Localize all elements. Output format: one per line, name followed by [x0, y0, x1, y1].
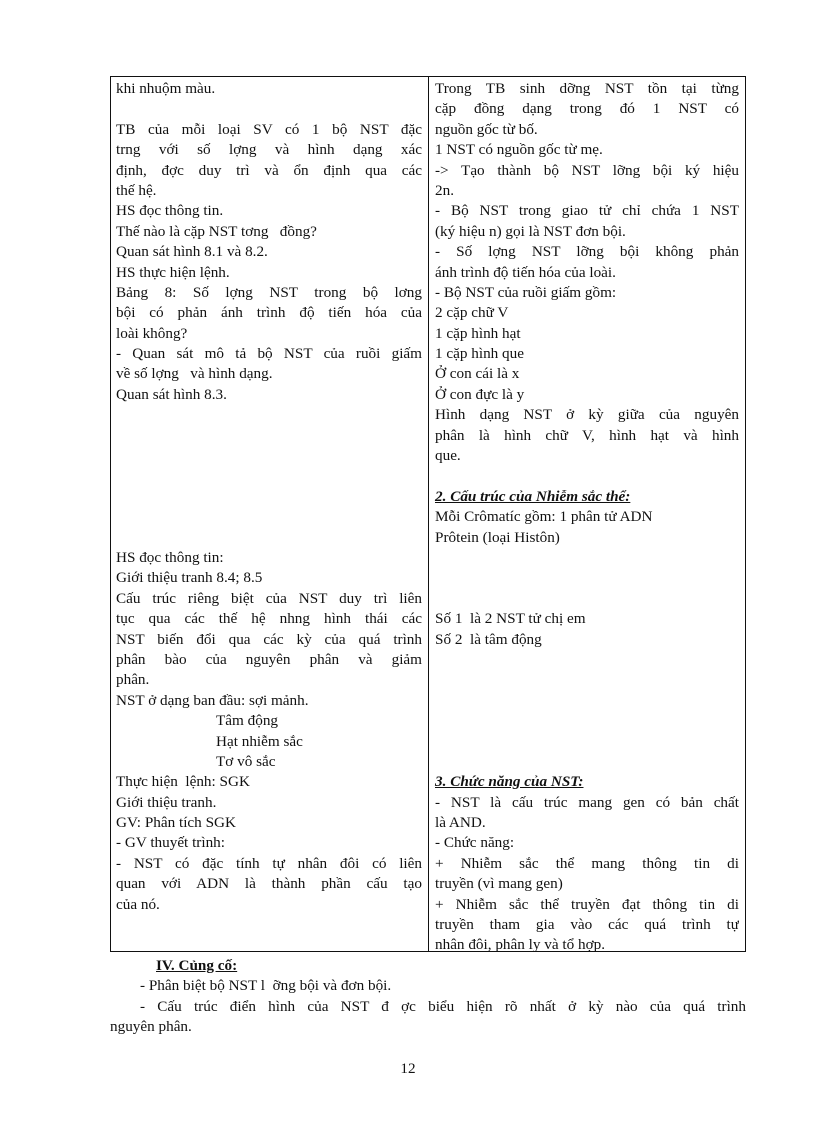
text-line: truyền (vì mang gen): [435, 875, 563, 893]
text-line: của nó.: [116, 895, 160, 913]
blank-line: [435, 650, 739, 670]
text-line: GV: Phân tích SGK: [116, 814, 236, 832]
consolidation-title: IV. Củng cố:: [156, 957, 238, 974]
teacher-activity-column: [116, 79, 422, 915]
text-line: 1 cặp hình que: [435, 345, 524, 363]
text-line-indented: Tơ vô sắc: [216, 752, 276, 770]
text-line: là AND.: [435, 814, 486, 832]
text-line: - Quan sát mô tả bộ NST của ruồi giấm: [116, 345, 422, 363]
text-line: về số lợng và hình dạng.: [116, 365, 273, 383]
text-line: + Nhiễm sắc thể mang thông tin di: [435, 854, 739, 872]
text-line: phân là hình chữ V, hình hạt và hình: [435, 426, 739, 444]
text-line: NST biến đổi qua các kỳ của quá trình: [116, 630, 422, 648]
consolidation-item: - Phân biệt bộ NST l ỡng bội và đơn bội.: [140, 977, 392, 995]
text-line: tục qua các thế hệ nhng hình thái các: [116, 610, 422, 628]
consolidation-item: - Cấu trúc điển hình của NST đ ợc biểu hiện rõ nhất ở kỳ nào của quá trình: [140, 997, 746, 1015]
text-line: phân bào của nguyên phân và giảm: [116, 650, 422, 668]
text-line: khi nhuộm màu.: [116, 80, 216, 97]
text-line: trng với số lợng và hình dạng xác: [116, 141, 422, 159]
page-number: 12: [400, 1060, 416, 1077]
text-line: bội có phản ánh trình độ tiến hóa của: [116, 304, 422, 322]
text-line: truyền tham gia vào các quá trình tự: [435, 916, 739, 934]
lesson-table: [110, 76, 746, 952]
blank-line: [116, 507, 422, 527]
text-line: 1 NST có nguồn gốc từ mẹ.: [435, 141, 603, 159]
text-line: thế hệ.: [116, 181, 157, 199]
text-line: Hình dạng NST ở kỳ giữa của nguyên: [435, 406, 739, 424]
text-line: Số 1 là 2 NST tử chị em: [435, 610, 586, 628]
section-heading: 3. Chức năng của NST:: [435, 773, 584, 791]
blank-line: [116, 487, 422, 507]
text-line: Cấu trúc riêng biệt của NST duy trì liên: [116, 589, 422, 607]
blank-line: [435, 589, 739, 609]
text-line: cặp đồng dạng trong đó 1 NST có: [435, 100, 739, 118]
blank-line: [435, 752, 739, 772]
text-line: Thế nào là cặp NST tơng đồng?: [116, 222, 317, 240]
text-line: - NST có đặc tính tự nhân đôi có liên: [116, 854, 422, 872]
text-line: Quan sát hình 8.1 và 8.2.: [116, 243, 268, 261]
text-line: Bảng 8: Số lợng NST trong bộ lơng: [116, 283, 422, 301]
blank-line: [435, 711, 739, 731]
consolidation-section: [110, 956, 746, 1038]
text-line: TB của mỗi loại SV có 1 bộ NST đặc: [116, 120, 422, 138]
text-line: - NST là cấu trúc mang gen có bản chất: [435, 793, 739, 811]
text-line: HS đọc thông tin:: [116, 548, 224, 566]
text-line: NST ở dạng ban đầu: sợi mảnh.: [116, 691, 309, 709]
text-line: Trong TB sinh dỡng NST tồn tại từng: [435, 80, 739, 97]
blank-line: [435, 466, 739, 486]
section-heading: 2. Cấu trúc của Nhiễm sắc thể:: [435, 487, 631, 505]
content-column: [435, 79, 739, 956]
blank-line: [435, 732, 739, 752]
text-line: (ký hiệu n) gọi là NST đơn bội.: [435, 222, 626, 240]
text-line: 2 cặp chữ V: [435, 304, 509, 322]
blank-line: [435, 691, 739, 711]
text-line: quan với ADN là thành phần cấu tạo: [116, 875, 422, 893]
text-line: Prôtein (loại Histôn): [435, 528, 560, 546]
text-line: - Số lợng NST lỡng bội không phản: [435, 243, 739, 261]
text-line: nguồn gốc từ bố.: [435, 120, 538, 138]
text-line: Quan sát hình 8.3.: [116, 385, 227, 403]
text-line: 2n.: [435, 181, 454, 199]
text-line: định, đợc duy trì và ổn định qua các: [116, 161, 422, 179]
blank-line: [435, 670, 739, 690]
text-line: ánh trình độ tiến hóa của loài.: [435, 263, 616, 281]
text-line: - Bộ NST trong giao tử chỉ chứa 1 NST: [435, 202, 739, 220]
text-line: Giới thiệu tranh 8.4; 8.5: [116, 569, 263, 587]
blank-line: [435, 568, 739, 588]
blank-line: [116, 405, 422, 425]
text-line: nhân đôi, phân ly và tổ hợp.: [435, 936, 606, 954]
blank-line: [435, 548, 739, 568]
text-line: loài không?: [116, 324, 188, 342]
blank-line: [116, 446, 422, 466]
text-line: Số 2 là tâm động: [435, 630, 542, 648]
text-line: + Nhiễm sắc thể truyền đạt thông tin di: [435, 895, 739, 913]
text-line: - GV thuyết trình:: [116, 834, 225, 852]
text-line: phân.: [116, 671, 150, 689]
text-line: Mỗi Crômatíc gồm: 1 phân tử ADN: [435, 508, 653, 526]
text-line: HS thực hiện lệnh.: [116, 263, 230, 281]
blank-line: [116, 528, 422, 548]
text-line: - Chức năng:: [435, 834, 515, 852]
text-line-indented: Hạt nhiễm sắc: [216, 732, 303, 750]
text-line: Thực hiện lệnh: SGK: [116, 773, 250, 791]
consolidation-item-continued: nguyên phân.: [110, 1018, 192, 1036]
blank-line: [116, 99, 422, 119]
text-line: Ở con cái là x: [435, 365, 520, 383]
text-line: HS đọc thông tin.: [116, 202, 224, 220]
text-line: -> Tạo thành bộ NST lỡng bội ký hiệu: [435, 161, 739, 179]
column-divider: [428, 77, 429, 951]
text-line: Giới thiệu tranh.: [116, 793, 217, 811]
text-line: - Bộ NST của ruồi giấm gồm:: [435, 283, 617, 301]
text-line: que.: [435, 447, 461, 465]
text-line: Ở con đực là y: [435, 385, 525, 403]
blank-line: [116, 466, 422, 486]
blank-line: [116, 426, 422, 446]
text-line: 1 cặp hình hạt: [435, 324, 521, 342]
text-line-indented: Tâm động: [216, 712, 279, 730]
